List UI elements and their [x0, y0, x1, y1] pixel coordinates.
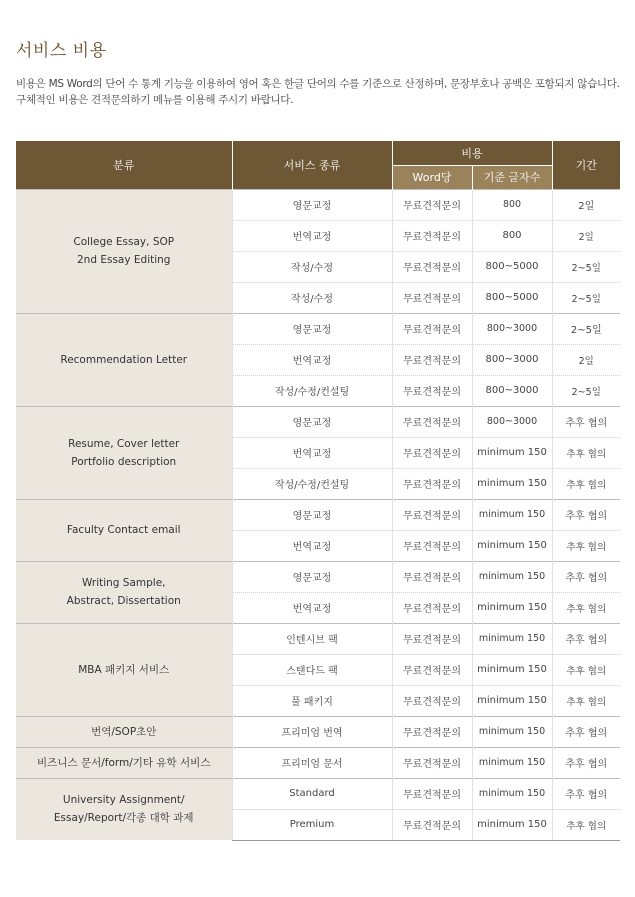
header-service: 서비스 종류 — [232, 141, 392, 189]
period-cell: 추후 협의 — [552, 778, 620, 809]
period-cell: 추후 협의 — [552, 592, 620, 623]
service-cell: 인텐시브 팩 — [232, 623, 392, 654]
cost-cell: 무료견적문의 — [392, 592, 472, 623]
header-cost-word: Word당 — [392, 165, 472, 189]
cost-cell: 무료견적문의 — [392, 282, 472, 313]
count-cell: minimum 150 — [472, 437, 552, 468]
cost-cell: 무료견적문의 — [392, 437, 472, 468]
category-label: Recommendation Letter — [60, 353, 188, 366]
header-category: 분류 — [16, 141, 232, 189]
count-cell: 800~3000 — [472, 313, 552, 344]
category-label: University Assignment/ — [62, 794, 185, 807]
intro-line: 비용은 MS Word의 단어 수 통계 기능을 이용하여 영어 혹은 한글 단어의 수를 기준으로 산정하며, 문장부호나 공백은 포함되지 않습니다. — [16, 78, 620, 90]
intro-text — [16, 76, 621, 108]
category-label: Essay/Report/각종 대학 과제 — [53, 812, 194, 825]
cost-cell: 무료견적문의 — [392, 499, 472, 530]
count-cell: 800 — [472, 220, 552, 251]
cost-cell: 무료견적문의 — [392, 685, 472, 716]
category-label: Faculty Contact email — [66, 524, 181, 536]
table-row — [16, 313, 620, 344]
table-row — [16, 561, 620, 592]
category-label: Abstract, Dissertation — [66, 595, 181, 607]
category-label: Resume, Cover letter — [68, 437, 180, 450]
period-cell: 2~5일 — [552, 313, 620, 344]
table-row — [16, 623, 620, 654]
category-cell — [16, 747, 232, 778]
cost-cell: 무료견적문의 — [392, 809, 472, 840]
count-cell: minimum 150 — [472, 530, 552, 561]
header-cost: 비용 — [392, 141, 552, 165]
count-cell: minimum 150 — [472, 685, 552, 716]
cost-cell: 무료견적문의 — [392, 251, 472, 282]
cost-cell: 무료견적문의 — [392, 313, 472, 344]
service-cell: 영문교정 — [232, 406, 392, 437]
category-cell — [16, 561, 232, 623]
period-cell: 추후 협의 — [552, 437, 620, 468]
category-cell — [16, 313, 232, 406]
cost-cell: 무료견적문의 — [392, 561, 472, 592]
service-cell: 작성/수정 — [232, 251, 392, 282]
intro-line: 구체적인 비용은 견적문의하기 메뉴를 이용해 주시기 바랍니다. — [16, 94, 294, 106]
service-cell: 영문교정 — [232, 313, 392, 344]
service-cell: 영문교정 — [232, 561, 392, 592]
count-cell: minimum 150 — [472, 809, 552, 840]
count-cell: 800~3000 — [472, 344, 552, 375]
period-cell: 추후 협의 — [552, 406, 620, 437]
category-label: 2nd Essay Editing — [77, 254, 171, 266]
period-cell: 2~5일 — [552, 282, 620, 313]
cost-cell: 무료견적문의 — [392, 344, 472, 375]
service-cell: Standard — [232, 778, 392, 809]
category-cell — [16, 499, 232, 561]
cost-cell: 무료견적문의 — [392, 468, 472, 499]
period-cell: 추후 협의 — [552, 716, 620, 747]
cost-cell: 무료견적문의 — [392, 220, 472, 251]
header-period: 기간 — [552, 141, 620, 189]
cost-cell: 무료견적문의 — [392, 623, 472, 654]
service-cell: 작성/수정/컨설팅 — [232, 468, 392, 499]
service-cell: 번역교정 — [232, 437, 392, 468]
cost-cell: 무료견적문의 — [392, 747, 472, 778]
count-cell: minimum 150 — [472, 499, 552, 530]
count-cell: 800~3000 — [472, 375, 552, 406]
category-label: Portfolio description — [71, 455, 177, 468]
table-row — [16, 406, 620, 437]
category-cell — [16, 189, 232, 313]
service-cell: 프리미엄 번역 — [232, 716, 392, 747]
table-row — [16, 189, 620, 220]
cost-cell: 무료견적문의 — [392, 530, 472, 561]
cost-cell: 무료견적문의 — [392, 189, 472, 220]
period-cell: 2일 — [552, 344, 620, 375]
count-cell: minimum 150 — [472, 623, 552, 654]
cost-cell: 무료견적문의 — [392, 716, 472, 747]
period-cell: 추후 협의 — [552, 685, 620, 716]
table-row — [16, 778, 620, 809]
category-label: MBA 패키지 서비스 — [78, 663, 170, 676]
count-cell: minimum 150 — [472, 747, 552, 778]
count-cell: minimum 150 — [472, 592, 552, 623]
service-cell: 작성/수정/컨설팅 — [232, 375, 392, 406]
service-cell: 번역교정 — [232, 592, 392, 623]
cost-cell: 무료견적문의 — [392, 406, 472, 437]
table-row — [16, 747, 620, 778]
service-cell: 영문교정 — [232, 499, 392, 530]
cost-cell: 무료견적문의 — [392, 778, 472, 809]
count-cell: minimum 150 — [472, 468, 552, 499]
period-cell: 2일 — [552, 189, 620, 220]
period-cell: 2~5일 — [552, 375, 620, 406]
service-cell: 프리미엄 문서 — [232, 747, 392, 778]
table-row — [16, 716, 620, 747]
period-cell: 2일 — [552, 220, 620, 251]
category-label: College Essay, SOP — [73, 236, 175, 248]
count-cell: 800 — [472, 189, 552, 220]
count-cell: minimum 150 — [472, 654, 552, 685]
count-cell: 800~3000 — [472, 406, 552, 437]
service-cell: 영문교정 — [232, 189, 392, 220]
service-cell: 번역교정 — [232, 220, 392, 251]
service-cell: 스탠다드 팩 — [232, 654, 392, 685]
period-cell: 추후 협의 — [552, 809, 620, 840]
period-cell: 추후 협의 — [552, 499, 620, 530]
period-cell: 추후 협의 — [552, 561, 620, 592]
period-cell: 추후 협의 — [552, 530, 620, 561]
service-cell: 번역교정 — [232, 530, 392, 561]
count-cell: minimum 150 — [472, 716, 552, 747]
category-label: 번역/SOP초안 — [91, 725, 157, 738]
period-cell: 추후 협의 — [552, 747, 620, 778]
price-table-body — [16, 189, 620, 840]
period-cell: 2~5일 — [552, 251, 620, 282]
table-row — [16, 499, 620, 530]
period-cell: 추후 협의 — [552, 468, 620, 499]
service-cell: 번역교정 — [232, 344, 392, 375]
category-label: Writing Sample, — [81, 577, 166, 589]
cost-cell: 무료견적문의 — [392, 375, 472, 406]
period-cell: 추후 협의 — [552, 654, 620, 685]
category-cell — [16, 778, 232, 840]
service-cell: Premium — [232, 809, 392, 840]
service-cell: 작성/수정 — [232, 282, 392, 313]
cost-cell: 무료견적문의 — [392, 654, 472, 685]
period-cell: 추후 협의 — [552, 623, 620, 654]
category-label: 비즈니스 문서/form/기타 유학 서비스 — [37, 756, 211, 769]
count-cell: minimum 150 — [472, 778, 552, 809]
count-cell: minimum 150 — [472, 561, 552, 592]
page-title: 서비스 비용 — [16, 41, 107, 61]
category-cell — [16, 623, 232, 716]
count-cell: 800~5000 — [472, 282, 552, 313]
service-cell: 풀 패키지 — [232, 685, 392, 716]
header-cost-count: 기준 글자수 — [472, 165, 552, 189]
category-cell — [16, 406, 232, 499]
count-cell: 800~5000 — [472, 251, 552, 282]
category-cell — [16, 716, 232, 747]
price-table — [16, 141, 620, 841]
